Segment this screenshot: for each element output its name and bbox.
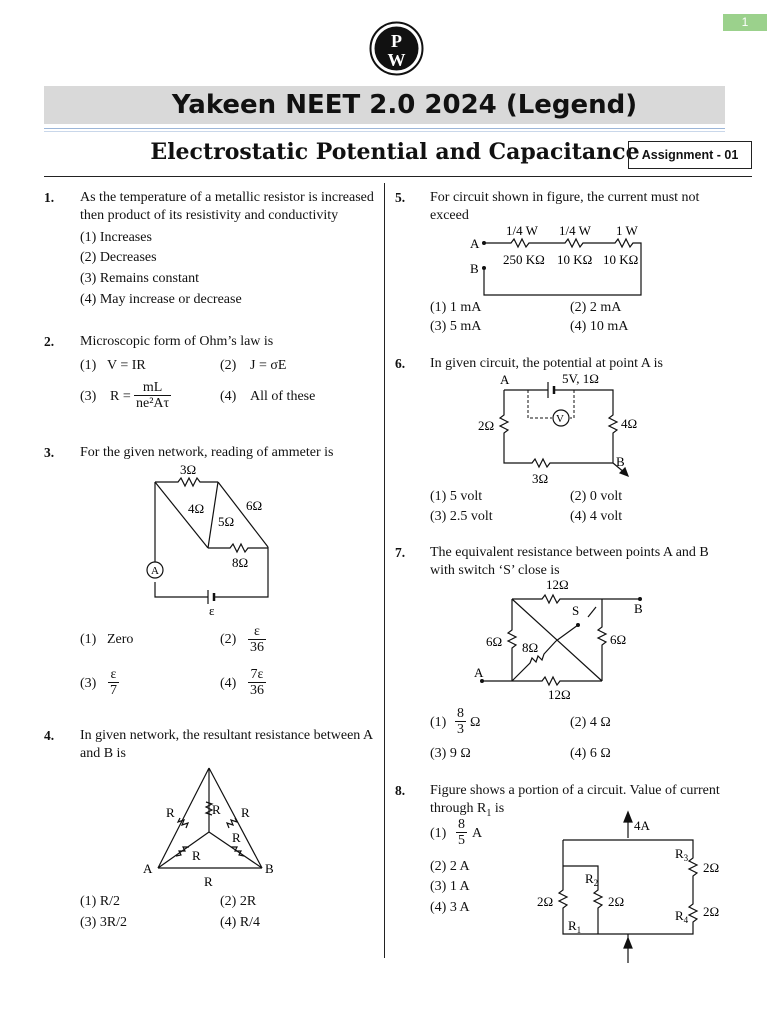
question-text: For the given network, reading of ammeter is (80, 445, 334, 460)
option-label: (4) (220, 676, 237, 691)
resistor-label: 5Ω (218, 514, 235, 529)
numerator: 7ε (248, 667, 266, 683)
node-label-a: A (474, 665, 484, 680)
resistor-name-r2: $R_2$ (585, 871, 599, 888)
option-label: (1) (430, 715, 447, 730)
resistor-label: 250 KΩ (503, 252, 545, 267)
fraction (456, 817, 467, 848)
fraction (248, 667, 266, 698)
denominator: ne²Aτ (136, 396, 170, 411)
node-label-b: B (265, 861, 274, 876)
question-number: 7. (395, 545, 406, 560)
option: (1) R/2 (80, 894, 121, 909)
resistor-label: R (212, 802, 221, 817)
question-text: For circuit shown in figure, the current must not exceed (430, 190, 700, 223)
resistor-name-r1: $R_1$ (568, 918, 582, 935)
question-text: In given network, the resultant resistance between A and B is (80, 728, 373, 761)
resistor-label: 4Ω (621, 416, 638, 431)
option-label: (1) (80, 358, 97, 373)
option: (3) 9 Ω (430, 746, 471, 761)
option: (2) 2 mA (570, 300, 622, 315)
fraction (108, 667, 119, 698)
option-value: R = (110, 389, 131, 404)
resistor-label: 10 KΩ (557, 252, 593, 267)
chapter-title: Electrostatic Potential and Capacitance (150, 139, 640, 165)
resistor-label: 3Ω (532, 471, 549, 486)
resistor-label: 6Ω (246, 498, 263, 513)
resistor-label: 2Ω (478, 418, 495, 433)
voltmeter-label: V (556, 413, 564, 425)
node-label-b: B (470, 261, 479, 276)
pw-logo (369, 21, 424, 76)
power-label: 1 W (616, 223, 638, 238)
option-unit: A (472, 826, 483, 841)
option-value: Zero (107, 632, 134, 647)
question-number: 5. (395, 190, 406, 205)
question-number: 6. (395, 356, 406, 371)
option: (4) May increase or decrease (80, 292, 242, 307)
resistor-label: R (204, 874, 213, 889)
fraction (248, 624, 266, 655)
question-text: As the temperature of a metallic resistor is increased then product of its resistivity and conductivity (80, 190, 374, 223)
resistor-label: 4Ω (188, 501, 205, 516)
numerator: ε (248, 624, 266, 640)
cell-label: 5V, 1Ω (562, 371, 599, 386)
switch-label: S (572, 603, 580, 618)
denominator: 5 (458, 833, 465, 848)
resistor-label: 8Ω (522, 640, 539, 655)
page-title: Yakeen NEET 2.0 2024 (Legend) (171, 90, 638, 120)
q4-triangle-network (140, 762, 280, 890)
option: (2) 2 A (430, 859, 470, 874)
option: (2) Decreases (80, 250, 157, 265)
option-label: (3) (80, 389, 97, 404)
q7-circuit-diagram (470, 575, 660, 705)
option-value: All of these (250, 389, 316, 404)
option: (1) 5 volt (430, 489, 483, 504)
fraction (134, 380, 171, 411)
option: (4) R/4 (220, 915, 261, 930)
resistor-label: 12Ω (546, 577, 569, 592)
page-number-badge: 1 (723, 14, 767, 31)
numerator: 8 (458, 817, 465, 832)
resistor-label: 12Ω (548, 687, 571, 702)
node-label-b: B (634, 601, 643, 616)
resistor-label: 8Ω (232, 555, 249, 570)
resistor-label: 6Ω (486, 634, 503, 649)
question-text: Microscopic form of Ohm’s law is (80, 334, 274, 349)
option: (1) 1 mA (430, 300, 482, 315)
option-label: (1) (80, 632, 97, 647)
denominator: 36 (250, 683, 264, 698)
option-value: V = IR (107, 358, 146, 373)
option: (4) 3 A (430, 900, 470, 915)
q6-circuit-diagram (470, 370, 650, 490)
power-label: 1/4 W (559, 223, 591, 238)
resistor-label: 3Ω (180, 462, 197, 477)
question-text: The equivalent resistance between points A and B with switch ‘S’ close is (430, 545, 709, 578)
option: (1) Increases (80, 230, 152, 245)
power-label: 1/4 W (506, 223, 538, 238)
option-label: (1) (430, 826, 447, 841)
title-rule (44, 128, 725, 129)
option-label: (2) (220, 358, 237, 373)
question-number: 3. (44, 445, 55, 460)
denominator: 3 (457, 722, 464, 737)
assignment-label: Assignment - 01 (628, 141, 752, 169)
q8-circuit-diagram (530, 808, 730, 968)
title-rule-2 (44, 131, 725, 132)
node-label-a: A (470, 236, 480, 251)
q3-circuit-diagram (140, 460, 280, 620)
current-label: 4A (634, 818, 650, 833)
logo-text-w: W (387, 50, 406, 70)
denominator: 36 (250, 640, 264, 655)
option: (3) 3R/2 (80, 915, 128, 930)
node-label-a: A (500, 372, 510, 387)
resistor-label: R (241, 805, 250, 820)
resistor-label: 10 KΩ (603, 252, 639, 267)
numerator: 8 (457, 706, 464, 721)
option: (2) 4 Ω (570, 715, 611, 730)
option: (3) Remains constant (80, 271, 199, 286)
option: (2) 0 volt (570, 489, 623, 504)
resistor-name-r4: $R_4$ (675, 908, 689, 925)
fraction (455, 706, 466, 737)
resistor-label: 6Ω (610, 632, 627, 647)
resistor-value: 2Ω (608, 894, 625, 909)
resistor-value: 2Ω (537, 894, 554, 909)
option: (3) 2.5 volt (430, 509, 493, 524)
option: (3) 5 mA (430, 319, 482, 334)
resistor-label: R (192, 848, 201, 863)
ammeter-label: A (151, 565, 159, 577)
option: (2) 2R (220, 894, 257, 909)
question-number: 8. (395, 783, 406, 798)
option: (4) 6 Ω (570, 746, 611, 761)
option-value: J = σE (250, 358, 287, 373)
question-text-main: Figure shows a portion of a circuit. Value of current through R (430, 783, 720, 816)
header-rule (44, 176, 752, 177)
q5-circuit-diagram (465, 220, 645, 300)
resistor-label: R (232, 830, 241, 845)
question-number: 2. (44, 334, 55, 349)
resistor-name-r3: $R_3$ (675, 846, 689, 863)
resistor-value: 2Ω (703, 904, 720, 919)
denominator: 7 (110, 683, 117, 698)
subscript: 1 (486, 807, 492, 819)
resistor-label: R (166, 805, 175, 820)
question-number: 4. (44, 728, 55, 743)
node-label-a: A (143, 861, 153, 876)
option: (4) 10 mA (570, 319, 629, 334)
option-label: (3) (80, 676, 97, 691)
option: (4) 4 volt (570, 509, 623, 524)
node-label-b: B (616, 454, 625, 469)
numerator: mL (134, 380, 171, 396)
resistor-value: 2Ω (703, 860, 720, 875)
column-divider (384, 183, 385, 958)
question-text: In given circuit, the potential at point A is (430, 356, 663, 371)
question-number: 1. (44, 190, 55, 205)
question-text-end: is (491, 801, 505, 816)
option-unit: Ω (470, 715, 481, 730)
option: (3) 1 A (430, 879, 470, 894)
logo-text-p: P (391, 31, 402, 51)
emf-label: ε (209, 603, 215, 618)
option-label: (4) (220, 389, 237, 404)
option-label: (2) (220, 632, 237, 647)
numerator: ε (108, 667, 119, 683)
